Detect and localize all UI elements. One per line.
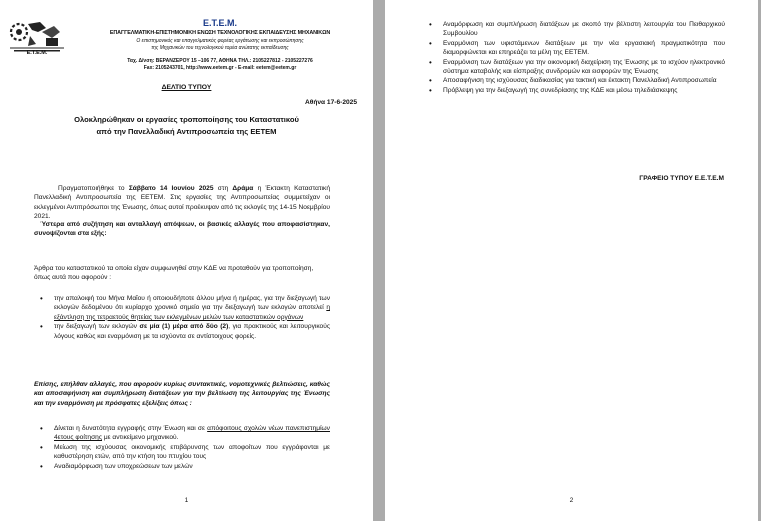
- org-address: Ταχ. Δ/νση: ΒΕΡΑΝΖΕΡΟΥ 15 –106 77, ΑΘΗΝΑ ΤΗΛ.: 2105227812 - 2105227276: [127, 58, 313, 64]
- org-contact: Fax: 2105243701, http://www.eetem.gr - E-mail: eetem@eetem.gr: [143, 65, 297, 71]
- page-number: 1: [184, 497, 189, 504]
- section2-bold-paragraph: Επίσης, επήλθαν αλλαγές, που αφορούν κυρίως συντακτικές, νομοτεχνικές βελτιώσεις, καθώς και αποσαφήνιση και συμπλήρωση διατάξεων για την βελτίωση της λειτουργίας της Ένωσης και την εναρμόνιση με πρόσφατες εξελίξεις όπως :: [34, 381, 330, 407]
- list-item: • Αποσαφήνιση της ισχύουσας διαδικασίας για τακτική και έκτακτη Πανελλαδική Αντιπροσωπεία: [423, 76, 725, 85]
- document-page-1: [0, 0, 373, 521]
- list-item: • την απαλοιφή του Μήνα Μαΐου ή οποιουδήποτε άλλου μήνα ή ημέρας, για την διεξαγωγή των εκλογών δεδομένου ότι κυρίαρχο χρονικό σημείο για την διεξαγωγή των εκλογών αποτελεί η εξάντληση της τετραετούς θητείας των εκλεγμένων μελών των καταστατικών οργάνων: [34, 294, 330, 322]
- list-item: • Μείωση της ισχύουσας οικονομικής επιβάρυνσης των αποφοίτων που εγγράφονται με καθυστέρηση ετών, από την κτήση του πτυχίου τους: [34, 443, 330, 462]
- page2-bullet-list: [423, 20, 725, 95]
- date-line: Αθήνα 17-6-2025: [305, 99, 357, 106]
- org-full-name: ΕΠΑΓΓΕΛΜΑΤΙΚΗ-ΕΠΙΣΤΗΜΟΝΙΚΗ ΕΝΩΣΗ ΤΕΧΝΟΛΟΓΙΚΗΣ ΕΚΠΑΙΔΕΥΣΗΣ ΜΗΧΑΝΙΚΩΝ: [109, 30, 331, 36]
- press-office-signature: ΓΡΑΦΕΙΟ ΤΥΠΟΥ Ε.Ε.Τ.Ε.Μ: [639, 175, 724, 182]
- intro-paragraph: Πραγματοποιήθηκε το Σάββατο 14 Ιουνίου 2025 στη Δράμα η Έκτακτη Καταστατική Πανελλαδική Αντιπροσωπεία της ΕΕΤΕΜ. Στις εργασίες της Αντιπροσωπείας συμμετείχαν οι εκλεγμένοι Αντιπρόσωποι της Ένωσης, όπως αυτοί προέκυψαν από τις εκλογές της 14-15 Νοεμβρίου 2021.: [34, 185, 330, 221]
- list-item: • Εναρμόνιση των διατάξεων για την οικονομική διαχείριση της Ένωσης με το ισχύον ηλεκτρονικό σύστημα καταβολής και είσπραξης συνδρομών και εισφορών της Ένωσης: [423, 58, 725, 77]
- logo-image: [6, 18, 68, 58]
- section2-bullet-list: [34, 424, 330, 471]
- list-item: • Αναδιαμόρφωση των υποχρεώσεων των μελών: [34, 462, 330, 471]
- page-title-line-2: από την Πανελλαδική Αντιπροσωπεία της ΕΕΤΕΜ: [96, 127, 277, 136]
- press-release-label: ΔΕΛΤΙΟ ΤΥΠΟΥ: [161, 84, 212, 91]
- list-item: • Δίνεται η δυνατότητα εγγραφής στην Ένωση και σε απόφοιτους σχολών νέων πανεπιστημίων 4ετους φοίτησης με αντικείμενο μηχανικού.: [34, 424, 330, 443]
- org-tagline-1: Ο επιστημονικός και επαγγελματικός φορέας εργάτωσης και εκπροσώπησης: [136, 38, 304, 44]
- page-title-line-1: Ολοκληρώθηκαν οι εργασίες τροποποίησης του Καταστατικού: [74, 115, 299, 124]
- list-item: • Αναμόρφωση και συμπλήρωση διατάξεων με σκοπό την βέλτιστη λειτουργία του Πειθαρχικού Συμβουλίου: [423, 20, 725, 39]
- list-item: • Πρόβλεψη για την διεξαγωγή της συνεδρίασης της ΚΔΕ και μέσω τηλεδιάσκεψης: [423, 86, 725, 95]
- section1-intro: Άρθρα του καταστατικού τα οποία είχαν συμφωνηθεί στην ΚΔΕ να προταθούν για τροποποίηση, όπως αυτά που αφορούν :: [34, 265, 314, 282]
- org-tagline-2: της Μηχανικών του τεχνολογικού τομέα ανώτατης εκπαίδευσης: [151, 45, 289, 51]
- org-short-name: Ε.Τ.Ε.Μ.: [202, 18, 237, 28]
- section1-bullet-list: [34, 294, 330, 341]
- list-item: • την διεξαγωγή των εκλογών σε μία (1) μέρα από δύο (2), για πρακτικούς και λειτουργικούς λόγους καθώς και εναρμόνιση με τα ισχύοντα σε αντίστοιχους φορείς.: [34, 322, 330, 341]
- list-item: • Εναρμόνιση των υφιστάμενων διατάξεων με την νέα εργασιακή πραγματικότητα που διαμορφώνεται και επηρεάζει τα μέλη της ΕΕΤΕΜ.: [423, 39, 725, 58]
- page-number: 2: [569, 497, 574, 504]
- document-page-2: [385, 0, 758, 521]
- intro-bold-paragraph: Ύστερα από συζήτηση και ανταλλαγή απόψεων, οι βασικές αλλαγές που αποφασίστηκαν, συνοψίζονται στα εξής:: [34, 221, 330, 238]
- logo-text: Ε.Τ.Ε.Μ.: [26, 50, 48, 56]
